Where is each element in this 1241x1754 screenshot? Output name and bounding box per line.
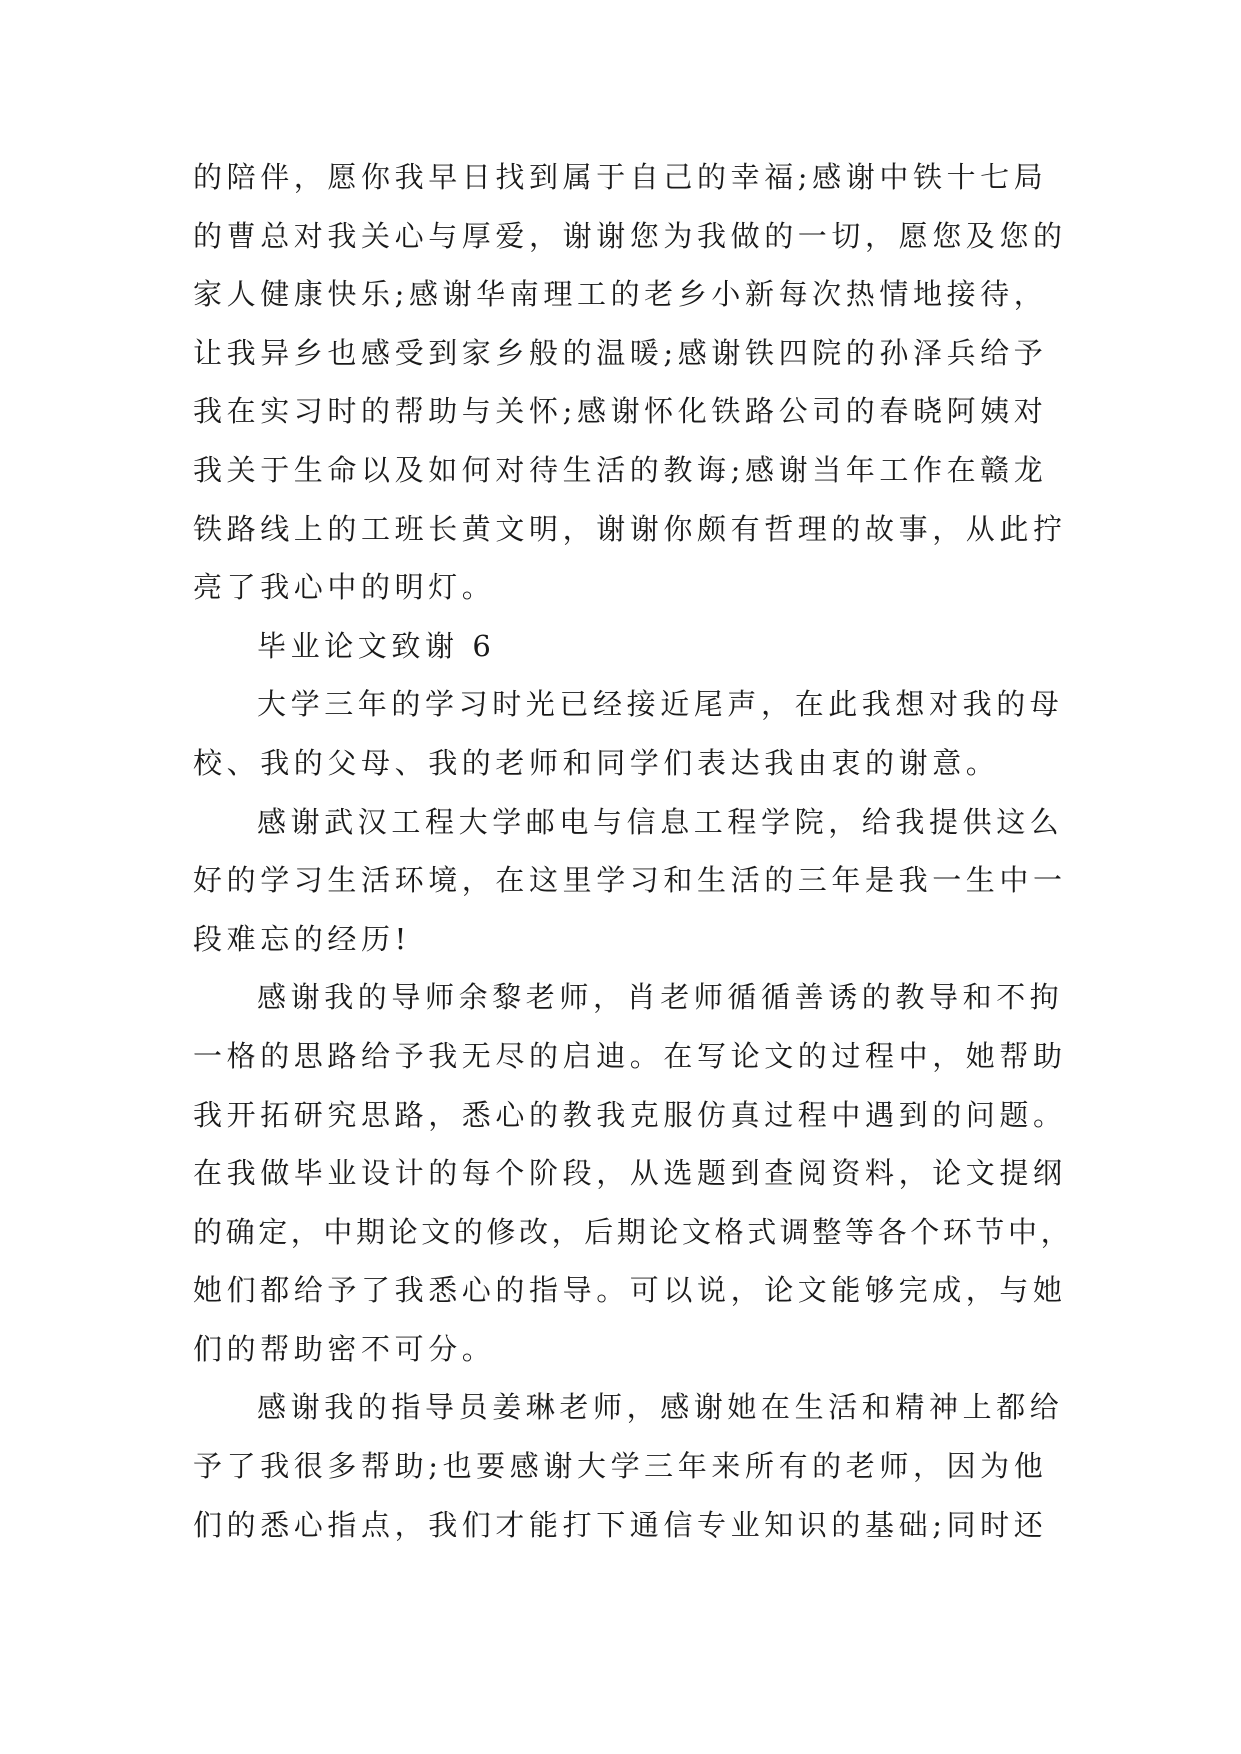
text-line: 家人健康快乐;感谢华南理工的老乡小新每次热情地接待， [193, 277, 1048, 312]
text-line: 感谢武汉工程大学邮电与信息工程学院，给我提供这么 [257, 804, 1064, 839]
text-line: 感谢我的导师余黎老师，肖老师循循善诱的教导和不拘 [257, 980, 1064, 1015]
text-line: 的曹总对我关心与厚爱，谢谢您为我做的一切，愿您及您的 [193, 218, 1067, 253]
text-line: 好的学习生活环境，在这里学习和生活的三年是我一生中一 [193, 863, 1067, 898]
text-line: 感谢我的指导员姜琳老师，感谢她在生活和精神上都给 [257, 1390, 1064, 1425]
text-line: 让我异乡也感受到家乡般的温暖;感谢铁四院的孙泽兵给予 [193, 335, 1048, 370]
text-line: 予了我很多帮助;也要感谢大学三年来所有的老师，因为他 [193, 1449, 1048, 1484]
text-line: 们的悉心指点，我们才能打下通信专业知识的基础;同时还 [193, 1507, 1048, 1542]
text-line: 一格的思路给予我无尽的启迪。在写论文的过程中，她帮助 [193, 1038, 1067, 1073]
document-body [193, 148, 1073, 1554]
text-line: 亮了我心中的明灯。 [193, 570, 496, 605]
text-line: 们的帮助密不可分。 [193, 1331, 496, 1366]
text-line: 在我做毕业设计的每个阶段，从选题到查阅资料，论文提纲 [193, 1156, 1067, 1191]
text-line: 段难忘的经历! [193, 921, 411, 956]
text-line: 校、我的父母、我的老师和同学们表达我由衷的谢意。 [193, 745, 1000, 780]
text-line: 我在实习时的帮助与关怀;感谢怀化铁路公司的春晓阿姨对 [193, 394, 1048, 429]
text-line: 我关于生命以及如何对待生活的教诲;感谢当年工作在赣龙 [193, 452, 1048, 487]
text-line: 大学三年的学习时光已经接近尾声，在此我想对我的母 [257, 687, 1064, 722]
text-line: 我开拓研究思路，悉心的教我克服仿真过程中遇到的问题。 [193, 1097, 1067, 1132]
text-line: 她们都给予了我悉心的指导。可以说，论文能够完成，与她 [193, 1273, 1067, 1308]
text-line: 的确定，中期论文的修改，后期论文格式调整等各个环节中， [193, 1214, 1074, 1249]
text-line: 的陪伴，愿你我早日找到属于自己的幸福;感谢中铁十七局 [193, 160, 1048, 194]
text-line: 铁路线上的工班长黄文明，谢谢你颇有哲理的故事，从此拧 [193, 511, 1067, 546]
text-line: 毕业论文致谢 6 [257, 628, 496, 663]
